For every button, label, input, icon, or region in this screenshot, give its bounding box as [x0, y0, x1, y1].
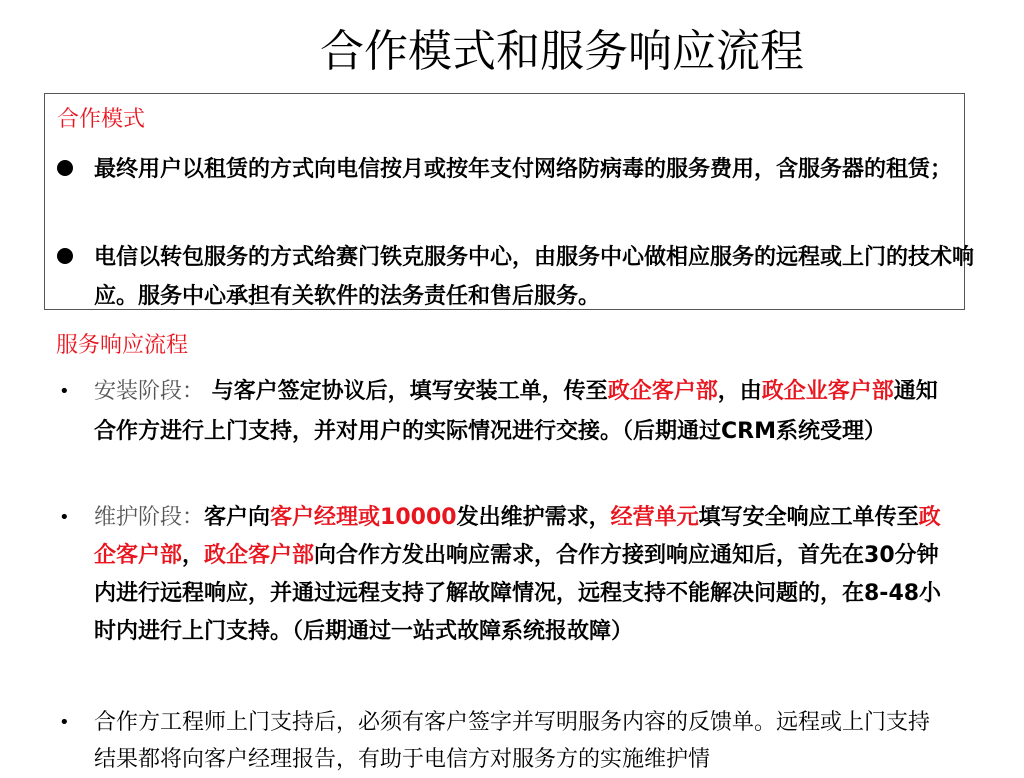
text-run: 客户向	[204, 505, 271, 530]
text-run: ，由	[717, 379, 762, 404]
install-stage-label: 安装阶段：	[94, 379, 205, 404]
maintenance-stage-label: 维护阶段：	[94, 505, 205, 530]
page-title: 合作模式和服务响应流程	[320, 26, 804, 77]
text-run-red: 政企客户部	[204, 543, 315, 568]
service-heading: 服务响应流程	[56, 333, 189, 358]
bullet-icon: •	[59, 712, 70, 733]
text-run-red: 客户经理或10000	[270, 505, 457, 530]
text-run: ，	[182, 543, 205, 568]
bullet-dot-icon	[57, 160, 73, 176]
cooperation-bullet-1: 最终用户以租赁的方式向电信按月或按年支付网络防病毒的服务费用，含服务器的租赁；	[94, 157, 953, 182]
engineer-support-item: 合作方工程师上门支持后，必须有客户签字并写明服务内容的反馈单。远程或上门支持结果都将向客户经理报告，有助于电信方对服务方的实施维护情	[94, 710, 931, 772]
cooperation-bullet-2: 电信以转包服务的方式给赛门铁克服务中心，由服务中心做相应服务的远程或上门的技术响应。服务中心承担有关软件的法务责任和售后服务。	[94, 245, 975, 309]
text-run: 发出维护需求，	[456, 505, 611, 530]
text-run: 填写安全响应工单传至	[698, 505, 919, 530]
text-run-red: 政企客户部	[607, 379, 718, 404]
text-run-red: 政企客户部	[94, 505, 941, 568]
bullet-dot-icon	[57, 248, 73, 264]
install-stage-item	[94, 372, 950, 452]
maintenance-stage-item	[94, 499, 950, 651]
text-run: 通知合作方进行上门支持，并对用户的实际情况进行交接。（后期通过CRM系统受理）	[94, 379, 938, 444]
text-run-red: 政企业客户部	[761, 379, 894, 404]
text-run-red: 经营单元	[610, 505, 699, 530]
bullet-icon: •	[59, 507, 70, 528]
text-run: 向合作方发出响应需求，合作方接到响应通知后，首先在30分钟内进行远程响应，并通过远程支持了解故障情况，远程支持不能解决问题的，在8-48小时内进行上门支持。（后期通过一站式故障系统报故障）	[94, 543, 942, 644]
cooperation-heading: 合作模式	[57, 107, 146, 132]
bullet-icon: •	[59, 381, 70, 402]
text-run: 与客户签定协议后，填写安装工单，传至	[204, 379, 608, 404]
